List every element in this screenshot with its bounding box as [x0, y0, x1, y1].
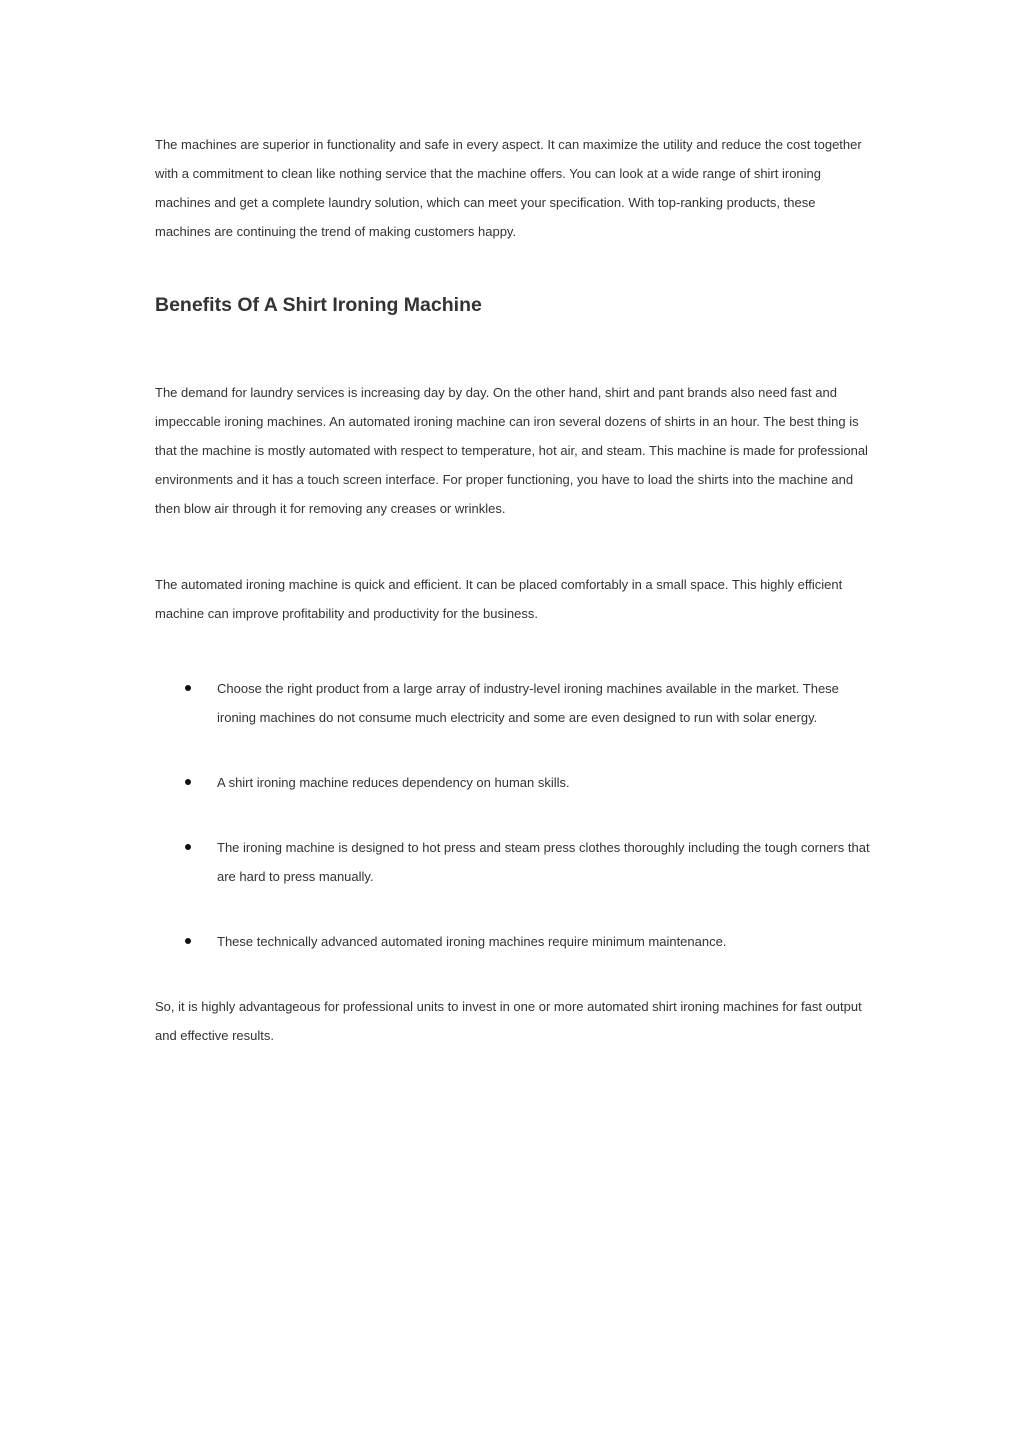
conclusion-paragraph: So, it is highly advantageous for professional units to invest in one or more automated shirt ironing machines for fast output and effective results. [155, 999, 862, 1043]
benefits-list [155, 674, 870, 956]
bullet-icon [185, 779, 191, 785]
demand-paragraph: The demand for laundry services is increasing day by day. On the other hand, shirt and pant brands also need fast and impeccable ironing machines. An automated ironing machine can iron several dozens of shirts in an hour. The best thing is that the machine is mostly automated with respect to temperature, hot air, and steam. This machine is made for professional environments and it has a touch screen interface. For proper functioning, you have to load the shirts into the machine and then blow air through it for removing any creases or wrinkles. [155, 385, 868, 516]
bullet-icon [185, 844, 191, 850]
list-item-text: Choose the right product from a large array of industry-level ironing machines available in the market. These ironing machines do not consume much electricity and some are even designed to run with solar energy. [217, 681, 839, 725]
list-item [155, 768, 870, 797]
list-item [155, 927, 870, 956]
bullet-icon [185, 685, 191, 691]
document-body [155, 130, 870, 1050]
list-item-text: A shirt ironing machine reduces dependency on human skills. [217, 775, 570, 790]
list-item [155, 674, 870, 732]
efficiency-paragraph: The automated ironing machine is quick and efficient. It can be placed comfortably in a small space. This highly efficient machine can improve profitability and productivity for the business. [155, 577, 843, 621]
section-heading: Benefits Of A Shirt Ironing Machine [155, 294, 482, 316]
list-item-text: The ironing machine is designed to hot press and steam press clothes thoroughly including the tough corners that are hard to press manually. [217, 840, 870, 884]
list-item [155, 833, 870, 891]
list-item-text: These technically advanced automated ironing machines require minimum maintenance. [217, 934, 727, 949]
bullet-icon [185, 938, 191, 944]
intro-paragraph: The machines are superior in functionality and safe in every aspect. It can maximize the utility and reduce the cost together with a commitment to clean like nothing service that the machine offers. You can look at a wide range of shirt ironing machines and get a complete laundry solution, which can meet your specification. With top-ranking products, these machines are continuing the trend of making customers happy. [155, 137, 862, 239]
